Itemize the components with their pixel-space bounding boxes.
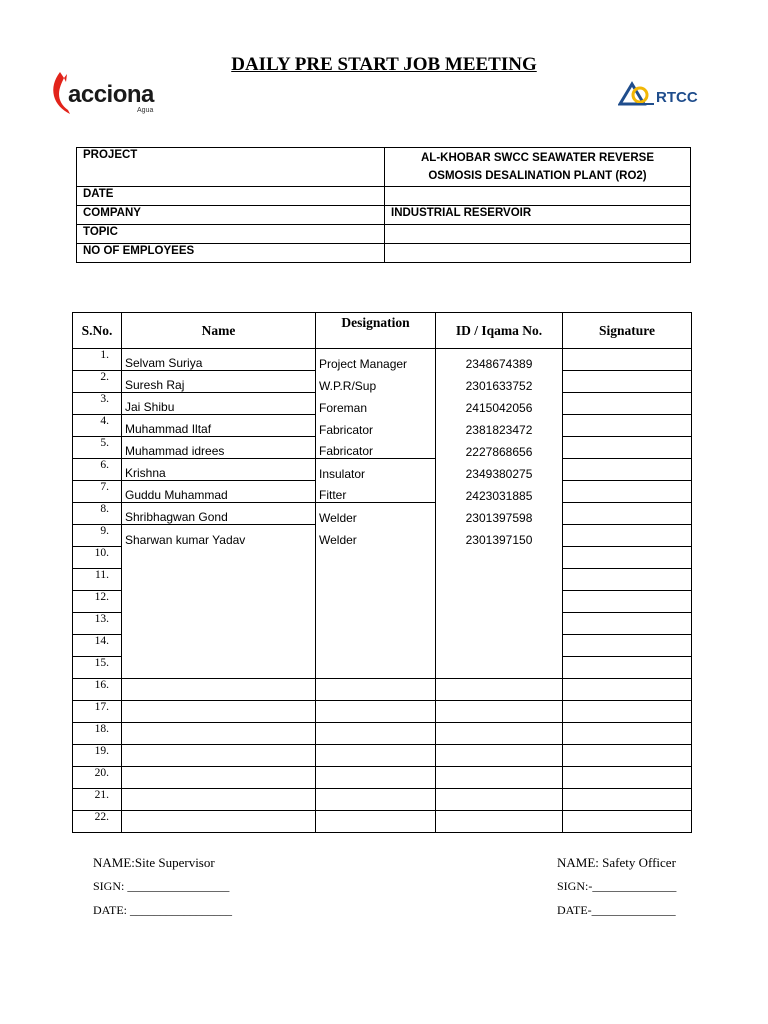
supervisor-date-line: DATE: _________________ — [93, 903, 232, 917]
col-header-sno: S.No. — [73, 313, 122, 349]
row-name — [122, 789, 316, 811]
project-row — [77, 148, 691, 187]
row-id — [436, 811, 563, 833]
row-id — [436, 569, 563, 591]
row-name — [122, 767, 316, 789]
rtcc-logo — [618, 80, 718, 110]
row-id — [436, 547, 563, 569]
row-sno: 17. — [73, 701, 122, 723]
row-sno: 19. — [73, 745, 122, 767]
row-signature — [563, 547, 692, 569]
row-designation: Project Manager — [316, 349, 436, 371]
row-signature — [563, 811, 692, 833]
row-name — [122, 745, 316, 767]
row-name: Krishna — [122, 459, 316, 481]
row-name: Suresh Raj — [122, 371, 316, 393]
table-row — [73, 349, 692, 371]
row-designation — [316, 723, 436, 745]
table-row — [73, 481, 692, 503]
project-value-line1: AL-KHOBAR SWCC SEAWATER REVERSE — [421, 152, 654, 164]
row-sno: 10. — [73, 547, 122, 569]
table-row — [73, 371, 692, 393]
employees-value — [385, 244, 691, 263]
row-sno: 3. — [73, 393, 122, 415]
row-designation — [316, 657, 436, 679]
row-sno: 1. — [73, 349, 122, 371]
row-designation: Welder — [316, 525, 436, 547]
table-row — [73, 525, 692, 547]
row-designation: Insulator — [316, 459, 436, 481]
row-signature — [563, 415, 692, 437]
table-row — [73, 415, 692, 437]
col-header-designation: Designation — [316, 313, 436, 349]
row-signature — [563, 701, 692, 723]
table-row — [73, 613, 692, 635]
row-id — [436, 591, 563, 613]
row-name — [122, 613, 316, 635]
topic-label: TOPIC — [77, 225, 385, 244]
row-signature — [563, 591, 692, 613]
company-label: COMPANY — [77, 206, 385, 225]
row-designation — [316, 635, 436, 657]
table-row — [73, 679, 692, 701]
date-row — [77, 187, 691, 206]
row-name — [122, 701, 316, 723]
row-sno: 2. — [73, 371, 122, 393]
row-sno: 22. — [73, 811, 122, 833]
table-row — [73, 745, 692, 767]
row-designation — [316, 591, 436, 613]
row-id: 2349380275 — [436, 459, 563, 481]
row-signature — [563, 723, 692, 745]
row-id — [436, 679, 563, 701]
row-designation — [316, 701, 436, 723]
row-sno: 4. — [73, 415, 122, 437]
row-signature — [563, 569, 692, 591]
col-header-name: Name — [122, 313, 316, 349]
row-sno: 11. — [73, 569, 122, 591]
row-id: 2415042056 — [436, 393, 563, 415]
row-designation: Welder — [316, 503, 436, 525]
row-designation — [316, 613, 436, 635]
row-name: Guddu Muhammad — [122, 481, 316, 503]
row-name — [122, 547, 316, 569]
table-row — [73, 767, 692, 789]
table-row — [73, 459, 692, 481]
safety-officer-date-line: DATE-______________ — [557, 903, 676, 917]
row-id: 2301633752 — [436, 371, 563, 393]
row-designation: W.P.R/Sup — [316, 371, 436, 393]
row-id — [436, 657, 563, 679]
supervisor-sign-line: SIGN: _________________ — [93, 879, 230, 893]
row-name — [122, 657, 316, 679]
row-id: 2301397150 — [436, 525, 563, 547]
attendance-body — [73, 349, 692, 833]
acciona-subtitle: Agua — [137, 107, 154, 114]
row-signature — [563, 371, 692, 393]
table-row — [73, 503, 692, 525]
col-header-id: ID / Iqama No. — [436, 313, 563, 349]
row-signature — [563, 349, 692, 371]
row-id — [436, 745, 563, 767]
row-designation — [316, 789, 436, 811]
row-name: Selvam Suriya — [122, 349, 316, 371]
page-title: DAILY PRE START JOB MEETING — [231, 54, 537, 75]
row-signature — [563, 635, 692, 657]
employees-label: NO OF EMPLOYEES — [77, 244, 385, 263]
row-designation: Fabricator — [316, 437, 436, 459]
row-name — [122, 569, 316, 591]
project-value-line2: OSMOSIS DESALINATION PLANT (RO2) — [428, 170, 647, 182]
row-sno: 20. — [73, 767, 122, 789]
row-name: Sharwan kumar Yadav — [122, 525, 316, 547]
topic-row — [77, 225, 691, 244]
row-id — [436, 613, 563, 635]
row-name — [122, 811, 316, 833]
row-name — [122, 635, 316, 657]
row-sno: 13. — [73, 613, 122, 635]
project-info-table — [76, 147, 691, 263]
rtcc-emblem-icon — [618, 80, 656, 108]
acciona-logo — [50, 70, 170, 120]
employees-row — [77, 244, 691, 263]
table-row — [73, 701, 692, 723]
row-designation: Fabricator — [316, 415, 436, 437]
row-signature — [563, 679, 692, 701]
row-designation — [316, 569, 436, 591]
attendance-header-row — [73, 313, 692, 349]
row-signature — [563, 657, 692, 679]
table-row — [73, 635, 692, 657]
row-sno: 7. — [73, 481, 122, 503]
col-header-signature: Signature — [563, 313, 692, 349]
table-row — [73, 723, 692, 745]
row-designation: Fitter — [316, 481, 436, 503]
row-sno: 12. — [73, 591, 122, 613]
row-signature — [563, 745, 692, 767]
row-signature — [563, 393, 692, 415]
table-row — [73, 437, 692, 459]
row-signature — [563, 789, 692, 811]
row-designation — [316, 547, 436, 569]
row-sno: 14. — [73, 635, 122, 657]
company-value: INDUSTRIAL RESERVOIR — [385, 206, 691, 225]
row-designation — [316, 811, 436, 833]
row-id — [436, 723, 563, 745]
table-row — [73, 657, 692, 679]
row-sno: 15. — [73, 657, 122, 679]
row-signature — [563, 613, 692, 635]
row-signature — [563, 459, 692, 481]
row-name — [122, 679, 316, 701]
row-sno: 18. — [73, 723, 122, 745]
supervisor-name: NAME:Site Supervisor — [93, 855, 215, 870]
row-designation: Foreman — [316, 393, 436, 415]
row-signature — [563, 503, 692, 525]
row-id — [436, 701, 563, 723]
row-signature — [563, 525, 692, 547]
row-sno: 9. — [73, 525, 122, 547]
table-row — [73, 811, 692, 833]
row-signature — [563, 767, 692, 789]
row-id — [436, 789, 563, 811]
row-name: Jai Shibu — [122, 393, 316, 415]
row-name — [122, 591, 316, 613]
row-signature — [563, 437, 692, 459]
date-value — [385, 187, 691, 206]
attendance-table — [72, 312, 692, 833]
row-name: Muhammad Iltaf — [122, 415, 316, 437]
rtcc-wordmark: RTCC — [656, 89, 698, 106]
row-id: 2381823472 — [436, 415, 563, 437]
row-sno: 16. — [73, 679, 122, 701]
row-name — [122, 723, 316, 745]
row-designation — [316, 745, 436, 767]
date-label: DATE — [77, 187, 385, 206]
table-row — [73, 569, 692, 591]
row-sno: 6. — [73, 459, 122, 481]
project-label: PROJECT — [77, 148, 385, 187]
row-id: 2227868656 — [436, 437, 563, 459]
table-row — [73, 393, 692, 415]
table-row — [73, 591, 692, 613]
row-name: Shribhagwan Gond — [122, 503, 316, 525]
row-sno: 8. — [73, 503, 122, 525]
project-value — [385, 148, 691, 187]
topic-value — [385, 225, 691, 244]
acciona-wordmark: acciona — [68, 81, 154, 108]
row-id — [436, 767, 563, 789]
row-id: 2423031885 — [436, 481, 563, 503]
row-signature — [563, 481, 692, 503]
row-id: 2348674389 — [436, 349, 563, 371]
row-sno: 5. — [73, 437, 122, 459]
row-id: 2301397598 — [436, 503, 563, 525]
table-row — [73, 789, 692, 811]
row-designation — [316, 679, 436, 701]
row-sno: 21. — [73, 789, 122, 811]
company-row — [77, 206, 691, 225]
row-designation — [316, 767, 436, 789]
table-row — [73, 547, 692, 569]
safety-officer-sign-line: SIGN:-______________ — [557, 879, 677, 893]
row-name: Muhammad idrees — [122, 437, 316, 459]
row-id — [436, 635, 563, 657]
safety-officer-name: NAME: Safety Officer — [557, 855, 676, 870]
